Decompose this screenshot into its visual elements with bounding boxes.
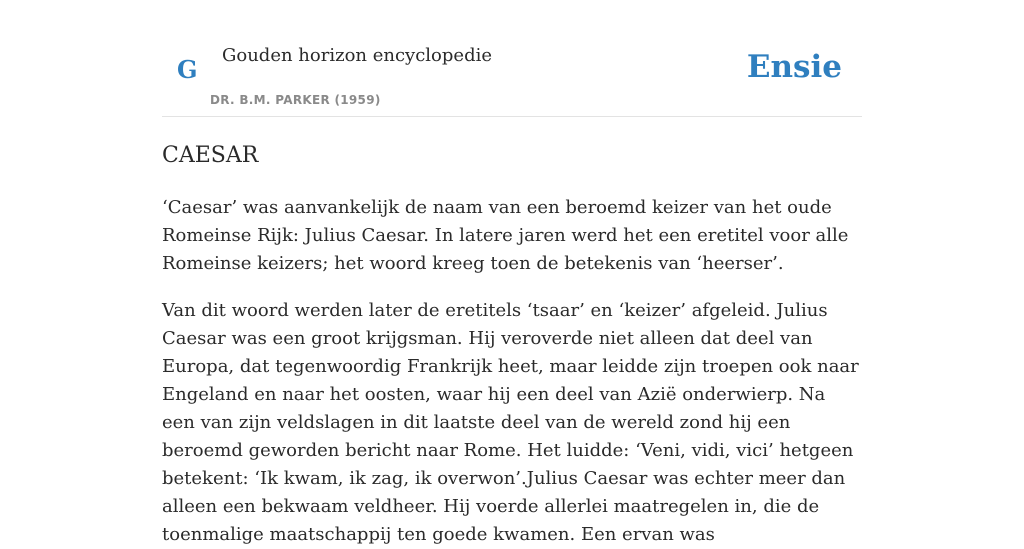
source-logo[interactable]: G bbox=[177, 55, 198, 84]
article-paragraph: Van dit woord werden later de eretitels ‘tsaar’ en ‘keizer’ afgeleid. Julius Caesar was een groot krijgsman. Hij veroverde niet alleen dat deel van Europa, dat tegenwoordig Frankrijk heet, maar leidde zijn troepen ook naar Engeland en naar het oosten, waar hij een deel van Azië onderwierp. Na een van zijn veldslagen in dit laatste deel van de wereld zond hij een beroemd geworden bericht naar Rome. Het luidde: ‘Veni, vidi, vici’ hetgeen betekent: ‘Ik kwam, ik zag, ik overwon’.Julius Caesar was echter meer dan alleen een bekwaam veldheer. Hij voerde allerlei maatregelen in, die de toenmalige maatschappij ten goede kwamen. Een ervan was bbox=[162, 300, 859, 545]
article-title: CAESAR bbox=[162, 143, 259, 168]
header bbox=[162, 0, 862, 117]
article-paragraph: ‘Caesar’ was aanvankelijk de naam van een beroemd keizer van het oude Romeinse Rijk: Julius Caesar. In latere jaren werd het een eretitel voor alle Romeinse keizers; het woord kreeg toen de betekenis van ‘heerser’. bbox=[162, 197, 849, 274]
source-author: DR. B.M. PARKER (1959) bbox=[210, 93, 381, 107]
page bbox=[162, 0, 862, 549]
brand-logo[interactable]: Ensie bbox=[746, 49, 842, 85]
source-title: Gouden horizon encyclopedie bbox=[222, 45, 492, 66]
